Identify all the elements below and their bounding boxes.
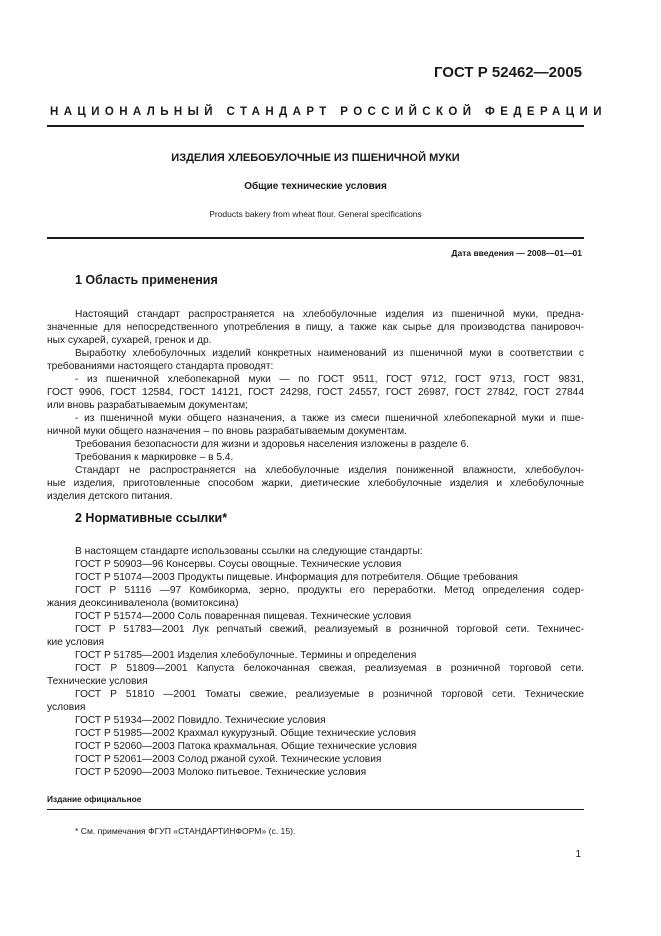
reference-line: ГОСТ Р 51985—2002 Крахмал кукурузный. Общие технические условия <box>75 728 417 739</box>
paragraph-line: Требования безопасности для жизни и здоровья населения изложены в разделе 6. <box>75 439 469 450</box>
reference-line: кие условия <box>47 637 105 648</box>
reference-line: ГОСТ Р 52060—2003 Патока крахмальная. Общие технические условия <box>75 741 417 752</box>
reference-line: жания деоксиниваленола (вомитоксина) <box>47 598 239 609</box>
introduction-date: Дата введения — 2008—01—01 <box>451 248 582 258</box>
reference-line: условия <box>47 702 86 713</box>
page-number: 1 <box>575 849 581 860</box>
section-heading-normative-references: 2 Нормативные ссылки* <box>75 511 228 525</box>
paragraph-line: значенные для непосредственного употребления в пищу, а также как сырье для производства панировоч- <box>47 322 584 333</box>
national-standard-banner: НАЦИОНАЛЬНЫЙ СТАНДАРТ РОССИЙСКОЙ ФЕДЕРАЦИИ <box>50 106 607 118</box>
paragraph-line: ные изделия, приготовленные способом жарки, диетические хлебобулочные изделия и хлебобулочные <box>47 478 584 489</box>
document-title: ИЗДЕЛИЯ ХЛЕБОБУЛОЧНЫЕ ИЗ ПШЕНИЧНОЙ МУКИ <box>171 152 460 164</box>
reference-line: Технические условия <box>47 676 148 687</box>
paragraph-line: ГОСТ 9906, ГОСТ 12584, ГОСТ 14121, ГОСТ 24298, ГОСТ 24557, ГОСТ 26987, ГОСТ 27842, ГОСТ 27844 <box>47 387 584 398</box>
section-heading-scope: 1 Область применения <box>75 273 218 287</box>
paragraph-line: - из пшеничной муки общего назначения, а также из смеси пшеничной хлебопекарной муки и пше- <box>75 413 584 424</box>
official-edition-label: Издание официальное <box>47 794 142 804</box>
footnote-rule <box>47 809 584 810</box>
reference-line: ГОСТ Р 52090—2003 Молоко питьевое. Технические условия <box>75 767 367 778</box>
reference-line: ГОСТ Р 51574—2000 Соль поваренная пищевая. Технические условия <box>75 611 412 622</box>
paragraph-line: или вновь разрабатываемым документам; <box>47 400 248 411</box>
reference-line: ГОСТ Р 51934—2002 Повидло. Технические условия <box>75 715 326 726</box>
footnote: * См. примечания ФГУП «СТАНДАРТИНФОРМ» (с. 15). <box>75 826 296 836</box>
paragraph-line: требованиями настоящего стандарта проводят: <box>47 361 274 372</box>
reference-line: ГОСТ Р 52061—2003 Солод ржаной сухой. Технические условия <box>75 754 382 765</box>
paragraph-line: Требования к маркировке – в 5.4. <box>75 452 234 463</box>
top-rule <box>47 125 584 127</box>
paragraph-line: ных сухарей, сухарей, гренок и др. <box>47 335 212 346</box>
reference-line: ГОСТ Р 51810 —2001 Томаты свежие, реализуемые в розничной торговой сети. Технические <box>75 689 584 700</box>
paragraph-line: ничной муки общего назначения – по вновь разрабатываемым документам. <box>47 426 407 437</box>
reference-line: ГОСТ Р 51783—2001 Лук репчатый свежий, реализуемый в розничной торговой сети. Техничес- <box>75 624 584 635</box>
english-title: Products bakery from wheat flour. General specifications <box>209 209 422 219</box>
reference-line: ГОСТ Р 51809—2001 Капуста белокочанная свежая, реализуемая в розничной торговой сети. <box>75 663 584 674</box>
paragraph-line: Выработку хлебобулочных изделий конкретных наименований из пшеничной муки в соответствии с <box>75 348 584 359</box>
document-subtitle: Общие технические условия <box>244 181 387 192</box>
reference-line: ГОСТ Р 51116 —97 Комбикорма, зерно, продукты его переработки. Метод определения содер- <box>75 585 584 596</box>
reference-line: ГОСТ Р 50903—96 Консервы. Соусы овощные. Технические условия <box>75 559 402 570</box>
paragraph-line: - из пшеничной хлебопекарной муки — по ГОСТ 9511, ГОСТ 9712, ГОСТ 9713, ГОСТ 9831, <box>75 374 584 385</box>
paragraph-line: Стандарт не распространяется на хлебобулочные изделия пониженной влажности, хлебобулоч- <box>75 465 584 476</box>
document-number: ГОСТ Р 52462—2005 <box>433 64 582 81</box>
reference-line: ГОСТ Р 51074—2003 Продукты пищевые. Информация для потребителя. Общие требования <box>75 572 518 583</box>
paragraph-line: Настоящий стандарт распространяется на хлебобулочные изделия из пшеничной муки, предна- <box>75 309 584 320</box>
paragraph-line: изделия детского питания. <box>47 491 173 502</box>
paragraph-line: В настоящем стандарте использованы ссылки на следующие стандарты: <box>75 546 423 557</box>
reference-line: ГОСТ Р 51785—2001 Изделия хлебобулочные. Термины и определения <box>75 650 417 661</box>
title-rule <box>47 237 584 239</box>
